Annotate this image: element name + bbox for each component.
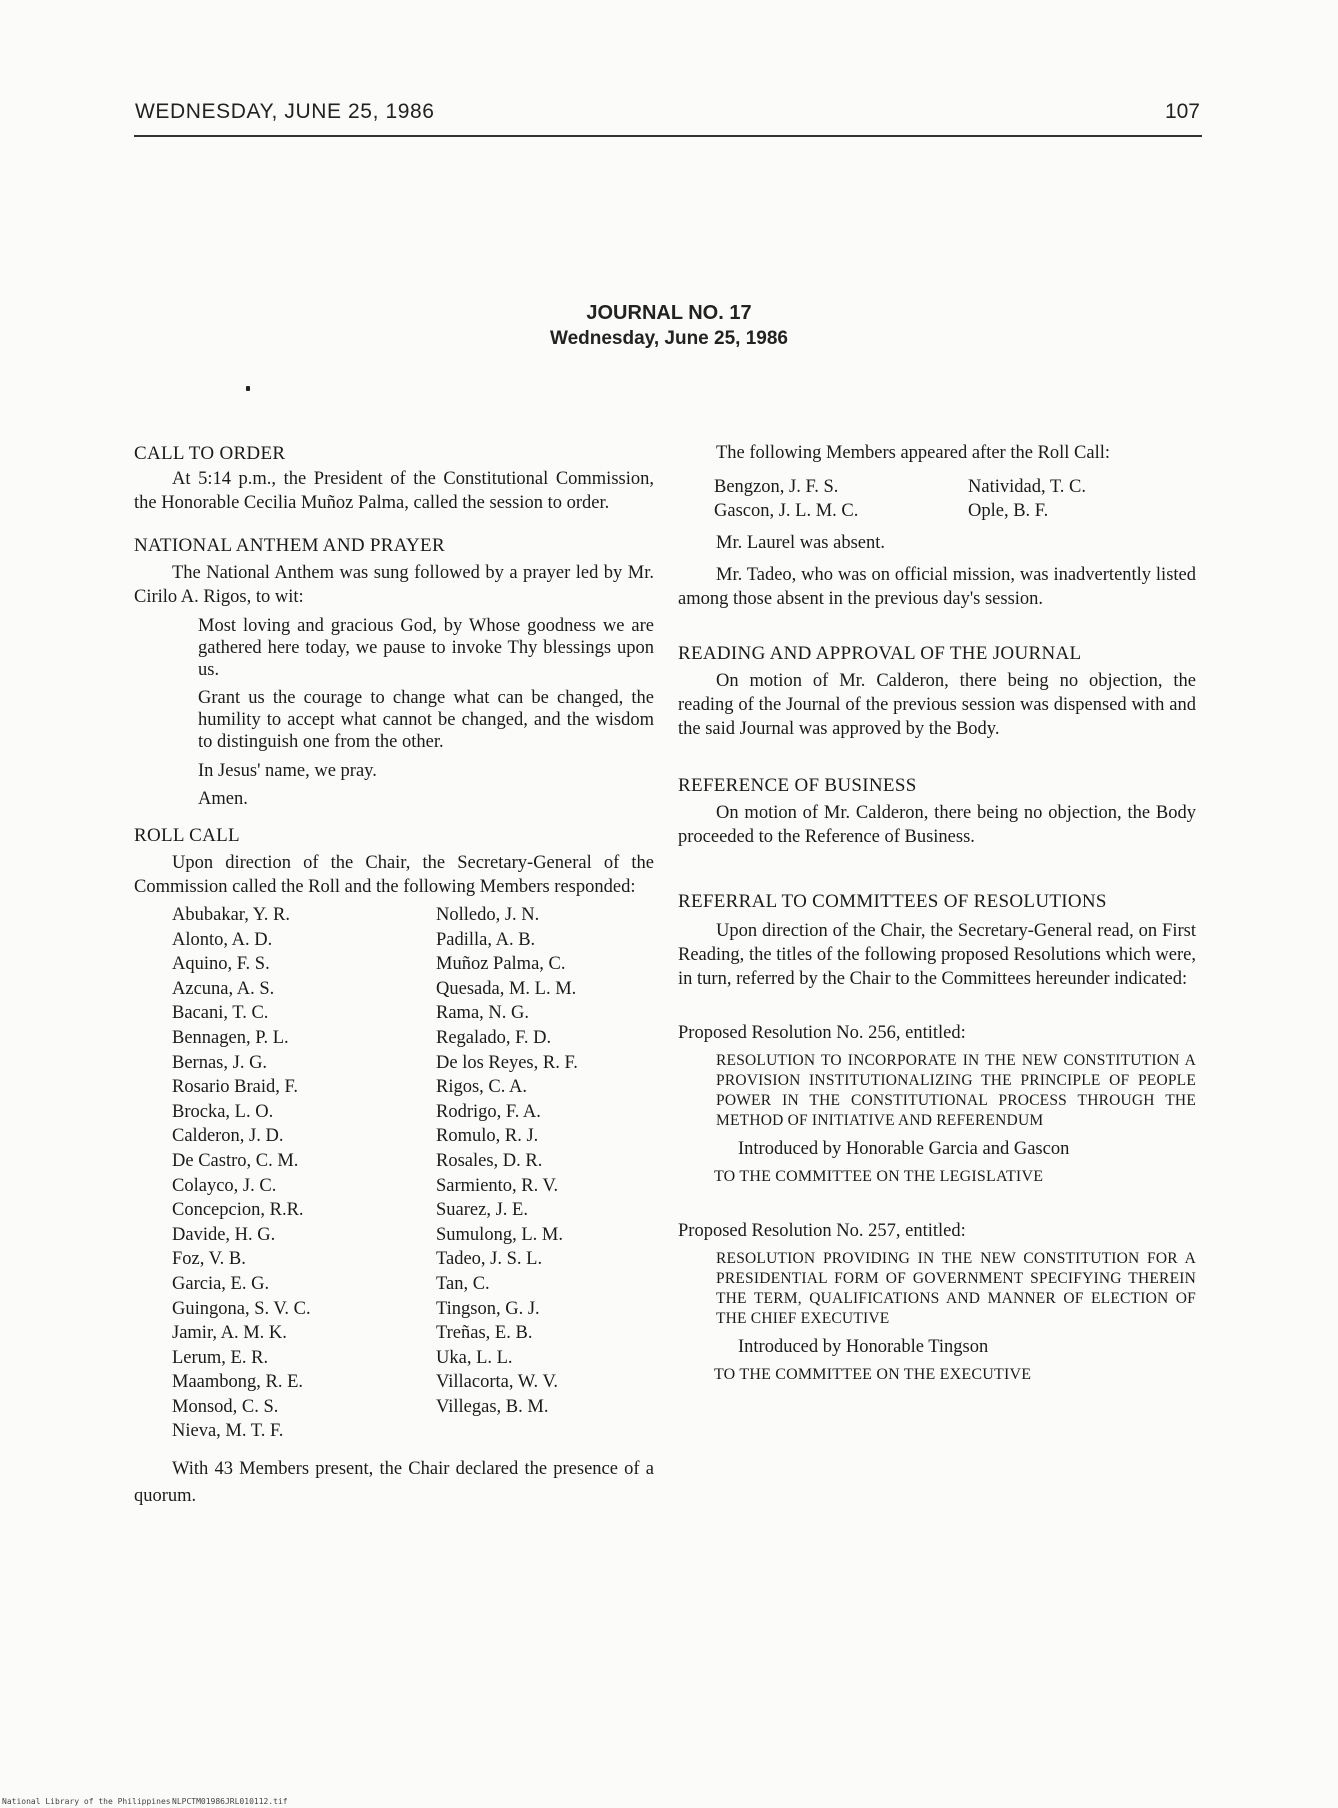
speck: [246, 386, 250, 391]
prayer-paragraph-1: Most loving and gracious God, by Whose goodness we are gathered here today, we pause to invoke Thy blessings upon us.: [198, 616, 654, 680]
list-item: De los Reyes, R. F.: [436, 1052, 578, 1073]
page-number: 107: [1164, 100, 1200, 123]
list-item: Villegas, B. M.: [436, 1396, 549, 1417]
list-item: Tingson, G. J.: [436, 1298, 540, 1319]
resolution-257-label: Proposed Resolution No. 257, entitled:: [678, 1221, 966, 1241]
list-item: Guingona, S. V. C.: [172, 1298, 311, 1319]
resolution-257-introduced: Introduced by Honorable Tingson: [738, 1337, 989, 1357]
prayer-paragraph-2: Grant us the courage to change what can be changed, the humility to accept what cannot be changed, and the wisdom to distinguish one from the other.: [198, 688, 654, 752]
list-item: Foz, V. B.: [172, 1249, 246, 1270]
list-item: Suarez, J. E.: [436, 1200, 528, 1221]
resolution-256-title: RESOLUTION TO INCORPORATE IN THE NEW CONSTITUTION A PROVISION INSTITUTIONALIZING THE PRINCIPLE OF PEOPLE POWER IN THE CONSTITUTIONAL PROCESS THROUGH THE METHOD OF INITIATIVE AND REFERENDUM: [716, 1052, 1196, 1129]
resolution-256-label: Proposed Resolution No. 256, entitled:: [678, 1023, 966, 1043]
list-item: Rodrigo, F. A.: [436, 1101, 541, 1122]
resolution-257-committee: TO THE COMMITTEE ON THE EXECUTIVE: [714, 1366, 1032, 1383]
header-rule: [134, 135, 1202, 137]
roll-call-heading: ROLL CALL: [134, 825, 240, 846]
reading-heading: READING AND APPROVAL OF THE JOURNAL: [678, 643, 1082, 664]
tadeo-text: Mr. Tadeo, who was on official mission, was inadvertently listed among those absent in the previous day's session.: [678, 565, 1196, 609]
list-item: Treñas, E. B.: [436, 1323, 533, 1344]
list-item: Rosales, D. R.: [436, 1150, 543, 1171]
list-item: Bernas, J. G.: [172, 1052, 268, 1073]
list-item: Gascon, J. L. M. C.: [714, 501, 859, 521]
journal-title: [0, 300, 1338, 352]
list-item: Colayco, J. C.: [172, 1175, 277, 1196]
list-item: Azcuna, A. S.: [172, 978, 275, 999]
list-item: Bacani, T. C.: [172, 1003, 269, 1024]
call-to-order-heading: CALL TO ORDER: [134, 443, 286, 464]
journal-date: Wednesday, June 25, 1986: [550, 328, 788, 349]
list-item: Sumulong, L. M.: [436, 1224, 563, 1245]
roll-call-text: Upon direction of the Chair, the Secretary-General of the Commission called the Roll and the following Members responded:: [134, 853, 654, 897]
list-item: Alonto, A. D.: [172, 929, 273, 950]
list-item: Rama, N. G.: [436, 1003, 529, 1024]
roll-call-names: [172, 903, 654, 1444]
referral-text: Upon direction of the Chair, the Secretary-General read, on First Reading, the titles of the following proposed Resolutions which were, in turn, referred by the Chair to the Committees hereunder indicated:: [678, 921, 1196, 989]
referral-heading: REFERRAL TO COMMITTEES OF RESOLUTIONS: [678, 891, 1107, 912]
resolution-256-committee: TO THE COMMITTEE ON THE LEGISLATIVE: [714, 1168, 1044, 1185]
list-item: Nolledo, J. N.: [436, 905, 540, 925]
late-members-names: [714, 475, 1196, 523]
list-item: Ople, B. F.: [968, 501, 1049, 521]
footer-library: National Library of the Philippines: [2, 1797, 171, 1806]
names-column-1: [172, 903, 436, 1444]
list-item: Natividad, T. C.: [968, 477, 1087, 497]
list-item: Muñoz Palma, C.: [436, 954, 566, 975]
reference-text: On motion of Mr. Calderon, there being no objection, the Body proceeded to the Reference of Business.: [678, 803, 1196, 847]
list-item: Abubakar, Y. R.: [172, 905, 290, 925]
list-item: Brocka, L. O.: [172, 1101, 274, 1122]
list-item: Davide, H. G.: [172, 1224, 276, 1245]
list-item: Uka, L. L.: [436, 1347, 513, 1368]
reference-heading: REFERENCE OF BUSINESS: [678, 775, 917, 796]
list-item: Lerum, E. R.: [172, 1347, 269, 1368]
late-members-text: The following Members appeared after the Roll Call:: [716, 443, 1111, 463]
resolution-257-title: RESOLUTION PROVIDING IN THE NEW CONSTITUTION FOR A PRESIDENTIAL FORM OF GOVERNMENT SPECIFYING THEREIN THE TERM, QUALIFICATIONS AND MANNER OF ELECTION OF THE CHIEF EXECUTIVE: [716, 1250, 1196, 1327]
list-item: Maambong, R. E.: [172, 1372, 304, 1393]
list-item: Rigos, C. A.: [436, 1077, 527, 1098]
absent-text: Mr. Laurel was absent.: [716, 533, 886, 553]
list-item: Monsod, C. S.: [172, 1396, 279, 1417]
list-item: Bennagen, P. L.: [172, 1027, 289, 1048]
list-item: De Castro, C. M.: [172, 1150, 299, 1171]
prayer-amen: Amen.: [198, 789, 248, 809]
footer-file: NLPCTM01986JRL010112.tif: [172, 1797, 288, 1806]
late-names-column-1: [714, 475, 968, 523]
list-item: Concepcion, R.R.: [172, 1200, 304, 1221]
quorum-text: With 43 Members present, the Chair declared the presence of a quorum.: [134, 1459, 654, 1507]
names-column-2: [436, 903, 676, 1444]
resolution-256-introduced: Introduced by Honorable Garcia and Gascon: [738, 1139, 1070, 1159]
list-item: Sarmiento, R. V.: [436, 1175, 559, 1196]
page-header-date: WEDNESDAY, JUNE 25, 1986: [135, 100, 435, 123]
reading-text: On motion of Mr. Calderon, there being no objection, the reading of the Journal of the previous session was dispensed with and the said Journal was approved by the Body.: [678, 671, 1196, 739]
list-item: Jamir, A. M. K.: [172, 1323, 287, 1344]
anthem-heading: NATIONAL ANTHEM AND PRAYER: [134, 535, 445, 556]
list-item: Villacorta, W. V.: [436, 1372, 559, 1393]
list-item: Nieva, M. T. F.: [172, 1421, 284, 1442]
list-item: Bengzon, J. F. S.: [714, 477, 839, 497]
list-item: Rosario Braid, F.: [172, 1077, 298, 1098]
right-column: [678, 441, 1196, 1387]
prayer-paragraph-3: In Jesus' name, we pray.: [198, 761, 377, 781]
list-item: Regalado, F. D.: [436, 1027, 552, 1048]
list-item: Quesada, M. L. M.: [436, 978, 577, 999]
list-item: Tan, C.: [436, 1273, 490, 1294]
journal-number: JOURNAL NO. 17: [586, 302, 752, 324]
list-item: Tadeo, J. S. L.: [436, 1249, 543, 1270]
left-column: [134, 441, 654, 1510]
list-item: Aquino, F. S.: [172, 954, 270, 975]
late-names-column-2: [968, 475, 1188, 523]
list-item: Garcia, E. G.: [172, 1273, 270, 1294]
anthem-text: The National Anthem was sung followed by a prayer led by Mr. Cirilo A. Rigos, to wit:: [134, 563, 654, 607]
list-item: Padilla, A. B.: [436, 929, 536, 950]
list-item: Calderon, J. D.: [172, 1126, 284, 1147]
list-item: Romulo, R. J.: [436, 1126, 539, 1147]
call-to-order-text: At 5:14 p.m., the President of the Constitutional Commission, the Honorable Cecilia Muñoz Palma, called the session to order.: [134, 469, 654, 513]
